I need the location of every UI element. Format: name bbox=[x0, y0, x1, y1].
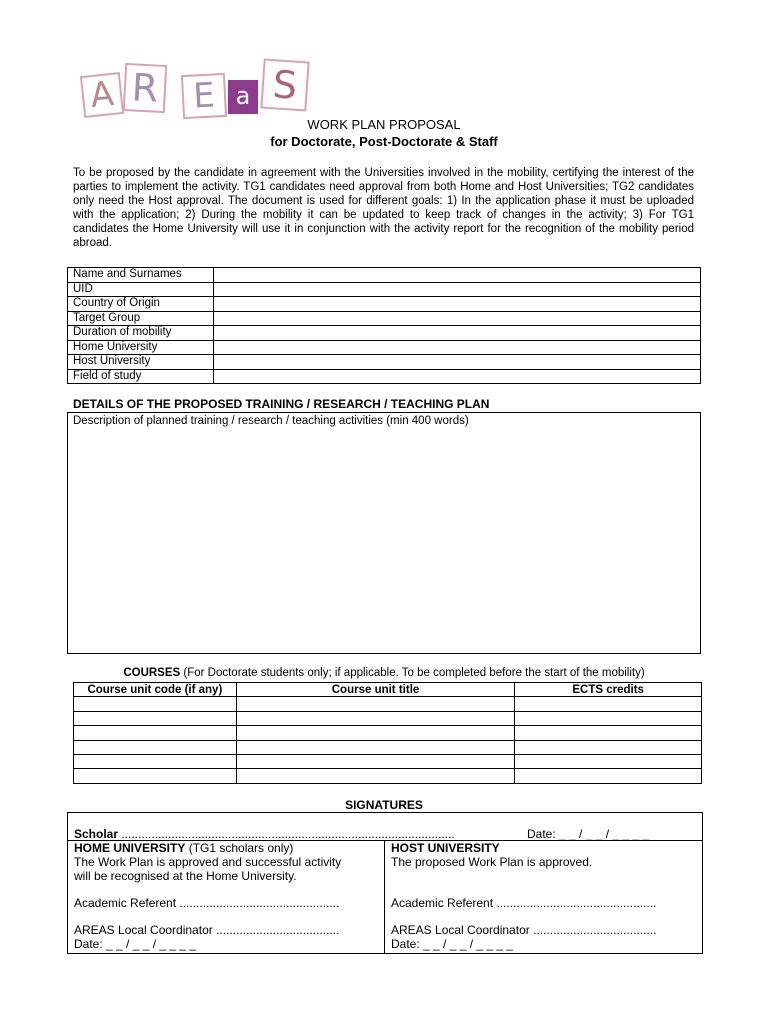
signature-divider-vertical bbox=[384, 840, 385, 953]
ects-credits-cell[interactable] bbox=[515, 711, 702, 725]
course-row bbox=[74, 726, 702, 740]
courses-heading-note: (For Doctorate students only; if applicable. To be completed before the start of the mobility) bbox=[180, 667, 645, 679]
info-row bbox=[68, 355, 701, 370]
info-field-value[interactable] bbox=[214, 369, 701, 384]
info-field-value[interactable] bbox=[214, 326, 701, 341]
info-field-label: Country of Origin bbox=[68, 297, 214, 312]
course-row bbox=[74, 754, 702, 768]
ects-credits-cell[interactable] bbox=[515, 769, 702, 783]
host-date-field[interactable]: Date: _ _ / _ _ / _ _ _ _ bbox=[391, 937, 514, 951]
column-header-ects: ECTS credits bbox=[515, 683, 702, 697]
signatures-heading: SIGNATURES bbox=[345, 798, 423, 812]
scholar-signature-line[interactable] bbox=[74, 827, 455, 841]
applicant-info-table bbox=[67, 267, 701, 384]
course-title-cell[interactable] bbox=[236, 754, 515, 768]
info-field-value[interactable] bbox=[214, 268, 701, 283]
plan-section-heading: DETAILS OF THE PROPOSED TRAINING / RESEARCH / TEACHING PLAN bbox=[73, 397, 490, 411]
scholar-label: Scholar bbox=[74, 827, 119, 841]
plan-description-label: Description of planned training / research / teaching activities (min 400 words) bbox=[73, 415, 469, 427]
course-code-cell[interactable] bbox=[74, 769, 237, 783]
logo-tile-small-a: a bbox=[228, 80, 258, 114]
info-row bbox=[68, 311, 701, 326]
info-row bbox=[68, 268, 701, 283]
host-approval-text: The proposed Work Plan is approved. bbox=[391, 855, 593, 869]
course-row bbox=[74, 740, 702, 754]
course-code-cell[interactable] bbox=[74, 697, 237, 711]
home-approval-text-1: The Work Plan is approved and successful activity bbox=[74, 855, 342, 869]
course-title-cell[interactable] bbox=[236, 769, 515, 783]
scholar-dots: .................................................................................................... bbox=[118, 827, 455, 841]
info-field-value[interactable] bbox=[214, 297, 701, 312]
signatures-box bbox=[67, 812, 703, 954]
course-code-cell[interactable] bbox=[74, 754, 237, 768]
info-field-value[interactable] bbox=[214, 311, 701, 326]
course-row bbox=[74, 769, 702, 783]
ects-credits-cell[interactable] bbox=[515, 697, 702, 711]
info-field-value[interactable] bbox=[214, 355, 701, 370]
ects-credits-cell[interactable] bbox=[515, 726, 702, 740]
course-title-cell[interactable] bbox=[236, 740, 515, 754]
info-row bbox=[68, 326, 701, 341]
ects-credits-cell[interactable] bbox=[515, 740, 702, 754]
host-academic-referent-line[interactable]: Academic Referent ................................................ bbox=[391, 896, 657, 910]
info-field-label: Name and Surnames bbox=[68, 268, 214, 283]
course-title-cell[interactable] bbox=[236, 726, 515, 740]
info-row bbox=[68, 282, 701, 297]
info-row bbox=[68, 369, 701, 384]
info-field-label: UID bbox=[68, 282, 214, 297]
document-title: WORK PLAN PROPOSAL bbox=[307, 117, 461, 132]
ects-credits-cell[interactable] bbox=[515, 754, 702, 768]
logo-tile-e: E bbox=[181, 73, 227, 119]
plan-description-field[interactable] bbox=[67, 412, 701, 654]
info-field-label: Target Group bbox=[68, 311, 214, 326]
info-field-value[interactable] bbox=[214, 340, 701, 355]
course-title-cell[interactable] bbox=[236, 697, 515, 711]
info-field-label: Duration of mobility bbox=[68, 326, 214, 341]
course-code-cell[interactable] bbox=[74, 711, 237, 725]
course-code-cell[interactable] bbox=[74, 726, 237, 740]
courses-heading-bold: COURSES bbox=[123, 667, 181, 679]
courses-table bbox=[73, 682, 702, 784]
host-university-section bbox=[391, 841, 696, 951]
course-row bbox=[74, 697, 702, 711]
host-university-title: HOST UNIVERSITY bbox=[391, 841, 500, 855]
course-row bbox=[74, 711, 702, 725]
info-field-label: Field of study bbox=[68, 369, 214, 384]
scholar-date-field[interactable]: Date: _ _ / _ _ / _ _ _ _ bbox=[527, 827, 650, 841]
home-academic-referent-line[interactable]: Academic Referent ................................................ bbox=[74, 896, 340, 910]
column-header-course-title: Course unit title bbox=[236, 683, 515, 697]
column-header-course-code: Course unit code (if any) bbox=[74, 683, 237, 697]
info-field-label: Home University bbox=[68, 340, 214, 355]
logo-tile-r: R bbox=[123, 63, 167, 113]
home-university-note: (TG1 scholars only) bbox=[185, 841, 294, 855]
courses-header-row bbox=[74, 683, 702, 697]
info-row bbox=[68, 340, 701, 355]
info-field-label: Host University bbox=[68, 355, 214, 370]
document-subtitle: for Doctorate, Post-Doctorate & Staff bbox=[270, 134, 498, 149]
courses-heading bbox=[0, 667, 768, 679]
areas-logo bbox=[78, 60, 310, 122]
logo-tile-s: S bbox=[260, 58, 309, 111]
course-title-cell[interactable] bbox=[236, 711, 515, 725]
info-field-value[interactable] bbox=[214, 282, 701, 297]
home-date-field[interactable]: Date: _ _ / _ _ / _ _ _ _ bbox=[74, 937, 197, 951]
intro-paragraph: To be proposed by the candidate in agreement with the Universities involved in the mobility, certifying the interest of the parties to implement the activity. TG1 candidates need approval from both Home and Host Universities; TG2 candidates only need the Host approval. The document is used for different goals: 1) In the application phase it must be uploaded with the application; 2) During the mobility it can be updated to keep track of changes in the activity; 3) For TG1 candidates the Home University will use it in conjunction with the activity report for the recognition of the mobility period abroad. bbox=[73, 167, 694, 249]
home-approval-text-2: will be recognised at the Home University. bbox=[74, 869, 297, 883]
course-code-cell[interactable] bbox=[74, 740, 237, 754]
home-local-coordinator-line[interactable]: AREAS Local Coordinator ..................................... bbox=[74, 923, 340, 937]
host-local-coordinator-line[interactable]: AREAS Local Coordinator ..................................... bbox=[391, 923, 657, 937]
logo-tile-a: A bbox=[80, 72, 124, 118]
home-university-title: HOME UNIVERSITY bbox=[74, 841, 186, 855]
info-row bbox=[68, 297, 701, 312]
home-university-section bbox=[74, 841, 374, 951]
